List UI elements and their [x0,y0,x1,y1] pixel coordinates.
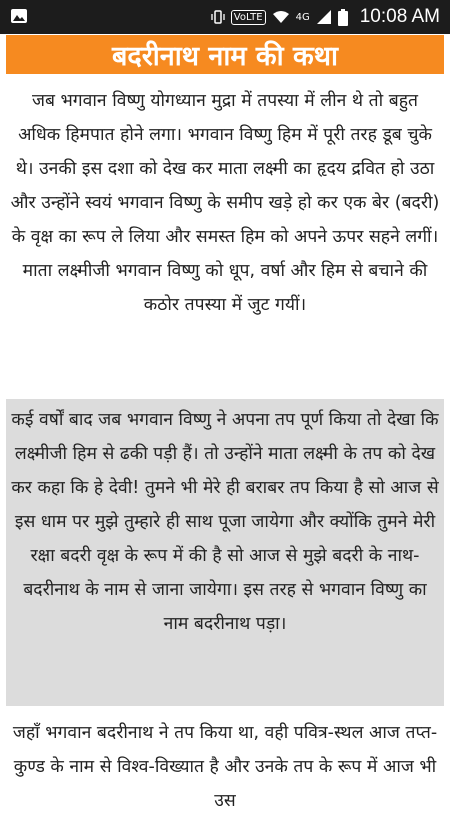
paragraph-2: कई वर्षों बाद जब भगवान विष्णु ने अपना तप पूर्ण किया तो देखा कि लक्ष्मीजी हिम से ढकी पड़ी हैं। तो उन्होंने माता लक्ष्मी के तप को देख कर कहा कि हे देवी! तुमने भी मेरे ही बराबर तप किया है सो आज से इस धाम पर मुझे तुम्हारे ही साथ पूजा जायेगा और क्योंकि तुमने मेरी रक्षा बदरी वृक्ष के रूप में की है सो आज से मुझे बदरी के नाथ-बदरीनाथ के नाम से जाना जायेगा। इस तरह से भगवान विष्णु का नाम बदरीनाथ पड़ा। [6,399,444,706]
title-bar [6,35,444,74]
status-bar [0,0,450,34]
battery-icon [338,9,348,26]
wifi-icon [272,10,290,24]
signal-icon [316,9,332,25]
volte-badge: VoLTE [231,10,266,25]
page-title: बदरीनाथ नाम की कथा [111,41,339,72]
gallery-icon [10,7,28,29]
paragraph-1: जब भगवान विष्णु योगध्यान मुद्रा में तपस्या में लीन थे तो बहुत अधिक हिमपात होने लगा। भगवान विष्णु हिम में पूरी तरह डूब चुके थे। उनकी इस दशा को देख कर माता लक्ष्मी का हृदय द्रवित हो उठा और उन्होंने स्वयं भगवान विष्णु के समीप खड़े हो कर एक बेर (बदरी) के वृक्ष का रूप ले लिया और समस्त हिम को अपने ऊपर सहने लगीं। माता लक्ष्मीजी भगवान विष्णु को धूप, वर्षा और हिम से बचाने की कठोर तपस्या में जुट गयीं। [10,91,440,315]
vibrate-icon [211,9,225,25]
paragraph-3: जहाँ भगवान बदरीनाथ ने तप किया था, वही पवित्र-स्थल आज तप्त-कुण्ड के नाम से विश्व-विख्यात है और उनके तप के रूप में आज भी उस [12,723,438,811]
network-type: 4G [295,11,310,23]
clock: 10:08 AM [359,6,440,27]
